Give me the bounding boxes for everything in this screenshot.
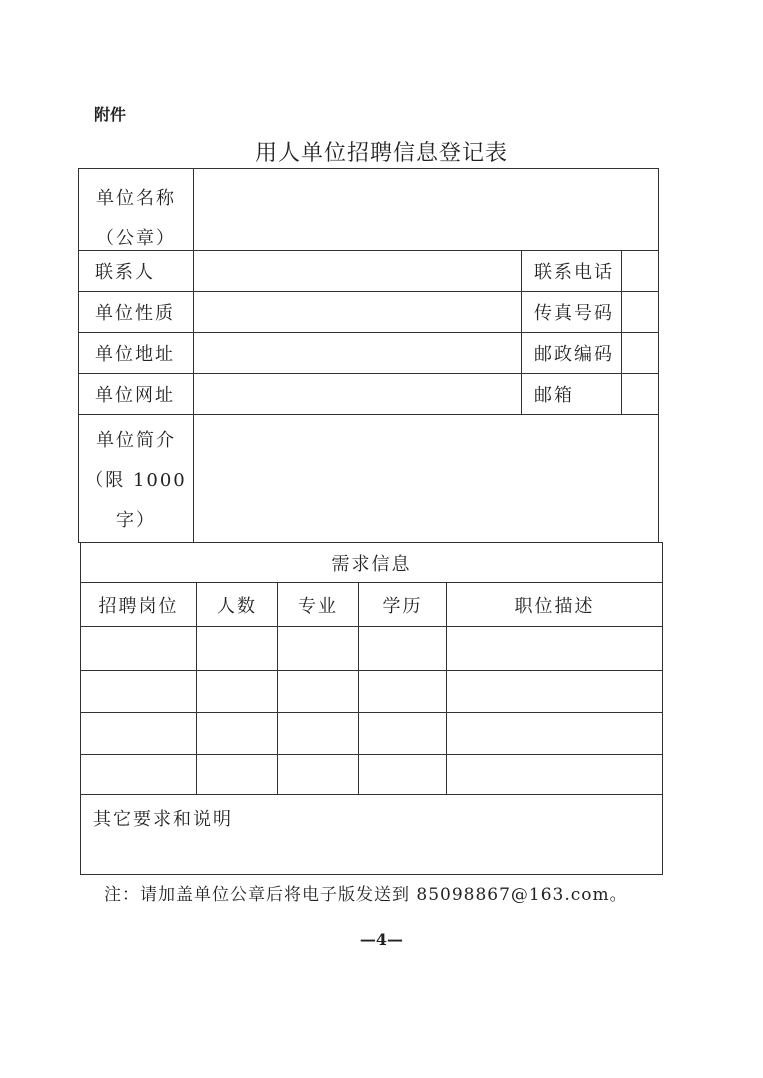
table-cell[interactable]	[81, 713, 197, 755]
column-header: 职位描述	[447, 583, 663, 627]
postcode-label: 邮政编码	[522, 333, 622, 374]
column-header: 人数	[197, 583, 278, 627]
column-header: 专业	[278, 583, 359, 627]
phone-field[interactable]	[622, 251, 659, 292]
other-requirements[interactable]	[81, 795, 663, 875]
intro-field[interactable]	[194, 415, 659, 543]
address-field[interactable]	[194, 333, 522, 374]
email-field[interactable]	[622, 374, 659, 415]
form-title: 用人单位招聘信息登记表	[254, 141, 508, 166]
demand-section-title: 需求信息	[81, 543, 663, 583]
table-cell[interactable]	[197, 713, 278, 755]
email-label: 邮箱	[522, 374, 622, 415]
table-cell[interactable]	[359, 671, 447, 713]
postcode-field[interactable]	[622, 333, 659, 374]
nature-label: 单位性质	[79, 292, 194, 333]
website-field[interactable]	[194, 374, 522, 415]
website-label: 单位网址	[79, 374, 194, 415]
demand-table	[80, 542, 663, 875]
unit-name-field[interactable]	[194, 169, 659, 251]
page-number: —4—	[359, 930, 404, 949]
table-cell[interactable]	[278, 627, 359, 671]
table-cell[interactable]	[447, 755, 663, 795]
info-table	[78, 168, 659, 543]
table-cell[interactable]	[359, 755, 447, 795]
footer-note: 注：请加盖单位公章后将电子版发送到 85098867@163.com。	[104, 885, 628, 905]
table-cell[interactable]	[81, 627, 197, 671]
column-header: 招聘岗位	[81, 583, 197, 627]
table-cell[interactable]	[278, 755, 359, 795]
contact-field[interactable]	[194, 251, 522, 292]
intro-label: 单位简介 （限 1000 字）	[79, 415, 194, 543]
fax-field[interactable]	[622, 292, 659, 333]
table-cell[interactable]	[359, 713, 447, 755]
column-header: 学历	[359, 583, 447, 627]
table-cell[interactable]	[359, 627, 447, 671]
contact-label: 联系人	[79, 251, 194, 292]
phone-label: 联系电话	[522, 251, 622, 292]
table-cell[interactable]	[278, 713, 359, 755]
fax-label: 传真号码	[522, 292, 622, 333]
table-cell[interactable]	[81, 671, 197, 713]
table-cell[interactable]	[278, 671, 359, 713]
other-requirements-label: 其它要求和说明	[93, 809, 233, 830]
attachment-label: 附件	[94, 105, 127, 124]
table-cell[interactable]	[81, 755, 197, 795]
table-cell[interactable]	[447, 671, 663, 713]
table-cell[interactable]	[197, 671, 278, 713]
table-cell[interactable]	[447, 627, 663, 671]
address-label: 单位地址	[79, 333, 194, 374]
table-cell[interactable]	[197, 755, 278, 795]
unit-name-label: 单位名称 （公章）	[79, 169, 194, 251]
table-cell[interactable]	[197, 627, 278, 671]
nature-field[interactable]	[194, 292, 522, 333]
table-cell[interactable]	[447, 713, 663, 755]
